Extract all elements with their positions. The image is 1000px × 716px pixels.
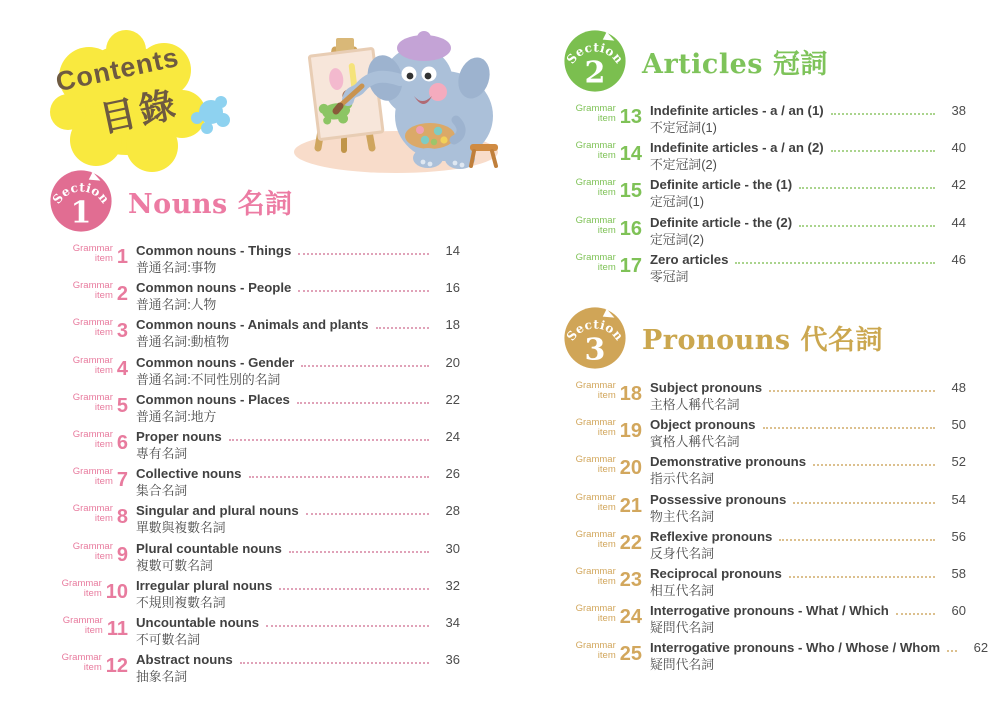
section-title-en: Nouns xyxy=(128,188,228,220)
item-page-number: 44 xyxy=(951,214,966,230)
grammar-item-number: 2 xyxy=(116,283,128,306)
item-page-number: 16 xyxy=(445,280,460,296)
grammar-item-number: 25 xyxy=(619,643,642,666)
grammar-item-number: 9 xyxy=(116,543,128,566)
item-subtitle: 反身代名詞 xyxy=(650,545,714,561)
dotted-leader xyxy=(735,262,935,264)
item-subtitle: 不可數名詞 xyxy=(136,631,200,647)
grammar-word: Grammar xyxy=(575,565,616,577)
item-title: Demonstrative pronouns xyxy=(650,454,807,470)
item-subtitle: 不定冠詞(2) xyxy=(650,157,717,173)
toc-section xyxy=(562,26,966,289)
item-title: Definite article - the (2) xyxy=(650,214,793,230)
item-title: Reciprocal pronouns xyxy=(650,565,782,581)
item-word: item xyxy=(94,438,113,450)
item-title: Indefinite articles - a / an (1) xyxy=(650,103,824,118)
grammar-item-label xyxy=(562,640,642,664)
item-title: Interrogative pronouns - What / Which xyxy=(650,603,889,619)
dotted-leader xyxy=(266,625,429,627)
grammar-word: Grammar xyxy=(575,379,616,391)
grammar-item-label xyxy=(48,652,128,676)
svg-text:1: 1 xyxy=(70,195,92,231)
item-page-number: 60 xyxy=(951,603,966,619)
grammar-word: Grammar xyxy=(575,640,616,652)
toc-item xyxy=(48,578,460,615)
grammar-item-number: 1 xyxy=(116,246,128,268)
svg-text:Section: Section xyxy=(563,317,627,344)
svg-text:Section: Section xyxy=(563,40,627,67)
item-page-number: 32 xyxy=(445,577,460,593)
item-word: item xyxy=(94,513,113,525)
item-word: item xyxy=(597,261,616,273)
section-title xyxy=(642,318,883,357)
item-word: item xyxy=(597,389,616,401)
item-word: item xyxy=(94,401,113,413)
grammar-item-label xyxy=(48,392,128,416)
grammar-item-label xyxy=(562,380,642,404)
svg-text:Section: Section xyxy=(49,180,113,207)
item-word: item xyxy=(597,427,616,439)
blue-splash-icon xyxy=(183,88,235,140)
item-word: item xyxy=(597,224,616,236)
item-subtitle: 普通名詞:動植物 xyxy=(136,334,230,350)
grammar-word: Grammar xyxy=(575,603,616,615)
item-word: item xyxy=(597,613,616,625)
item-subtitle: 相互代名詞 xyxy=(650,582,714,598)
toc-item xyxy=(562,215,966,252)
grammar-word: Grammar xyxy=(72,280,113,292)
item-subtitle: 不規則複數名詞 xyxy=(136,594,226,610)
grammar-item-label xyxy=(48,541,128,565)
item-page-number: 24 xyxy=(445,428,460,444)
dotted-leader xyxy=(799,187,935,189)
grammar-word: Grammar xyxy=(575,528,616,540)
toc-item xyxy=(48,317,460,354)
dotted-leader xyxy=(813,464,935,466)
section-title-en: Articles xyxy=(642,48,763,80)
item-title: Possessive pronouns xyxy=(650,491,787,507)
grammar-word: Grammar xyxy=(61,577,102,589)
item-title: Reflexive pronouns xyxy=(650,528,773,544)
item-subtitle: 零冠詞 xyxy=(650,268,689,284)
dotted-leader xyxy=(793,502,935,504)
item-title: Abstract nouns xyxy=(136,652,233,668)
section-title-zh: 代名詞 xyxy=(800,325,884,357)
toc-item xyxy=(562,529,966,566)
item-subtitle: 集合名詞 xyxy=(136,483,188,499)
toc-item xyxy=(48,392,460,429)
grammar-item-label xyxy=(562,177,642,201)
grammar-item-number: 22 xyxy=(619,531,642,554)
grammar-item-label xyxy=(48,280,128,304)
section-badge xyxy=(562,28,628,94)
grammar-item-label xyxy=(48,578,128,602)
grammar-item-number: 8 xyxy=(116,506,128,529)
item-word: item xyxy=(597,575,616,587)
grammar-word: Grammar xyxy=(72,466,113,478)
grammar-word: Grammar xyxy=(575,103,616,114)
item-title: Singular and plural nouns xyxy=(136,503,299,519)
toc-item xyxy=(48,466,460,503)
item-page-number: 22 xyxy=(445,391,460,407)
grammar-item-label xyxy=(48,429,128,453)
grammar-item-label xyxy=(562,603,642,627)
dotted-leader xyxy=(279,588,429,590)
section-title-en: Pronouns xyxy=(642,325,791,357)
grammar-item-label xyxy=(48,243,128,267)
dotted-leader xyxy=(947,650,957,652)
item-title: Proper nouns xyxy=(136,428,222,444)
dotted-leader xyxy=(831,113,935,115)
grammar-word: Grammar xyxy=(575,491,616,503)
item-title: Uncountable nouns xyxy=(136,614,260,630)
grammar-word: Grammar xyxy=(72,354,113,366)
dotted-leader xyxy=(831,150,935,152)
toc-item xyxy=(562,566,966,603)
grammar-item-label xyxy=(48,317,128,341)
dotted-leader xyxy=(298,253,429,255)
grammar-word: Grammar xyxy=(575,251,616,263)
dotted-leader xyxy=(301,365,429,367)
item-page-number: 52 xyxy=(951,454,966,470)
grammar-item-number: 24 xyxy=(619,606,642,629)
item-title: Irregular plural nouns xyxy=(136,577,273,593)
item-word: item xyxy=(597,501,616,513)
toc-item xyxy=(48,652,460,689)
item-subtitle: 物主代名詞 xyxy=(650,508,714,524)
item-subtitle: 普通名詞:人物 xyxy=(136,297,217,313)
grammar-word: Grammar xyxy=(61,652,102,664)
toc-item xyxy=(562,640,989,677)
item-page-number: 36 xyxy=(445,652,460,668)
item-page-number: 54 xyxy=(951,491,966,507)
toc-item xyxy=(48,503,460,540)
grammar-item-number: 4 xyxy=(116,357,128,380)
grammar-word: Grammar xyxy=(575,140,616,152)
item-page-number: 26 xyxy=(445,466,460,482)
elephant-painting-illustration xyxy=(278,8,506,176)
item-page-number: 30 xyxy=(445,540,460,556)
grammar-item-number: 12 xyxy=(105,655,128,678)
item-title: Subject pronouns xyxy=(650,379,763,395)
toc-item xyxy=(562,380,966,417)
grammar-word: Grammar xyxy=(72,243,113,254)
section-badge xyxy=(562,305,628,371)
grammar-item-label xyxy=(562,492,642,516)
dotted-leader xyxy=(799,225,935,227)
grammar-item-number: 10 xyxy=(105,580,128,603)
item-page-number: 58 xyxy=(951,565,966,581)
grammar-word: Grammar xyxy=(62,614,103,626)
toc-item xyxy=(48,615,460,652)
section-items xyxy=(48,243,460,689)
item-word: item xyxy=(597,113,616,124)
item-subtitle: 主格人稱代名詞 xyxy=(650,396,740,412)
toc-item xyxy=(48,541,460,578)
grammar-word: Grammar xyxy=(575,417,616,429)
contents-title-zh: 目錄 xyxy=(96,83,183,140)
item-title: Definite article - the (1) xyxy=(650,177,793,193)
item-page-number: 56 xyxy=(951,528,966,544)
item-page-number: 50 xyxy=(951,417,966,433)
toc-section xyxy=(562,303,989,678)
section-title-zh: 名詞 xyxy=(237,188,293,220)
grammar-item-number: 17 xyxy=(619,254,642,277)
grammar-item-number: 7 xyxy=(116,469,128,492)
item-subtitle: 普通名詞:不同性別的名詞 xyxy=(136,371,281,387)
item-page-number: 48 xyxy=(951,379,966,395)
item-subtitle: 專有名詞 xyxy=(136,445,188,461)
item-word: item xyxy=(597,187,616,199)
item-title: Common nouns - Gender xyxy=(136,354,295,370)
svg-text:2: 2 xyxy=(584,55,606,91)
item-subtitle: 抽象名詞 xyxy=(136,669,188,685)
grammar-word: Grammar xyxy=(575,454,616,466)
item-page-number: 34 xyxy=(445,614,460,630)
item-title: Common nouns - Things xyxy=(136,243,292,258)
toc-item xyxy=(562,177,966,214)
grammar-word: Grammar xyxy=(72,503,113,515)
item-subtitle: 定冠詞(2) xyxy=(650,231,705,247)
toc-item xyxy=(562,252,966,289)
item-title: Plural countable nouns xyxy=(136,540,282,556)
dotted-leader xyxy=(289,551,429,553)
grammar-item-label xyxy=(48,615,128,639)
item-title: Common nouns - People xyxy=(136,280,292,296)
toc-column-right xyxy=(562,26,989,691)
item-subtitle: 普通名詞:地方 xyxy=(136,408,217,424)
grammar-word: Grammar xyxy=(72,540,113,552)
item-title: Common nouns - Places xyxy=(136,391,290,407)
grammar-word: Grammar xyxy=(575,214,616,226)
toc-item xyxy=(562,417,966,454)
toc-item xyxy=(48,243,460,280)
item-page-number: 40 xyxy=(951,140,966,156)
grammar-word: Grammar xyxy=(72,317,113,329)
item-subtitle: 不定冠詞(1) xyxy=(650,120,717,135)
section-badge xyxy=(48,168,114,234)
item-title: Common nouns - Animals and plants xyxy=(136,317,369,333)
item-page-number: 46 xyxy=(951,251,966,267)
item-word: item xyxy=(83,587,102,599)
grammar-item-number: 6 xyxy=(116,431,128,454)
item-subtitle: 定冠詞(1) xyxy=(650,194,705,210)
section-title xyxy=(128,182,293,221)
item-title: Interrogative pronouns - Who / Whose / Whom xyxy=(650,640,941,656)
dotted-leader xyxy=(298,290,429,292)
item-subtitle: 疑問代名詞 xyxy=(650,620,714,636)
grammar-item-number: 5 xyxy=(116,394,128,417)
grammar-item-label xyxy=(48,503,128,527)
item-subtitle: 指示代名詞 xyxy=(650,471,714,487)
item-subtitle: 賓格人稱代名詞 xyxy=(650,434,740,450)
item-word: item xyxy=(94,476,113,488)
dotted-leader xyxy=(229,439,429,441)
grammar-word: Grammar xyxy=(575,177,616,189)
section-title-zh: 冠詞 xyxy=(772,48,828,80)
item-word: item xyxy=(83,662,102,674)
section-header xyxy=(48,166,460,236)
dotted-leader xyxy=(769,390,935,392)
dotted-leader xyxy=(306,513,429,515)
grammar-item-label xyxy=(562,140,642,164)
item-word: item xyxy=(94,253,113,264)
item-page-number: 62 xyxy=(973,640,989,656)
section-header xyxy=(562,26,966,96)
grammar-item-number: 13 xyxy=(619,106,642,128)
grammar-item-label xyxy=(562,529,642,553)
grammar-item-label xyxy=(562,566,642,590)
grammar-word: Grammar xyxy=(72,391,113,403)
toc-item xyxy=(562,140,966,177)
item-word: item xyxy=(597,538,616,550)
item-page-number: 38 xyxy=(951,103,966,118)
dotted-leader xyxy=(789,576,935,578)
item-page-number: 14 xyxy=(445,243,460,258)
item-word: item xyxy=(94,290,113,302)
grammar-item-label xyxy=(562,454,642,478)
item-word: item xyxy=(94,550,113,562)
item-word: item xyxy=(94,327,113,339)
item-page-number: 18 xyxy=(445,317,460,333)
item-word: item xyxy=(94,364,113,376)
grammar-item-number: 3 xyxy=(116,320,128,343)
item-subtitle: 疑問代名詞 xyxy=(650,657,714,673)
grammar-item-label xyxy=(562,103,642,127)
grammar-item-label xyxy=(562,417,642,441)
toc-item xyxy=(562,454,966,491)
dotted-leader xyxy=(896,613,935,615)
grammar-item-label xyxy=(48,355,128,379)
dotted-leader xyxy=(779,539,935,541)
toc-column-left xyxy=(48,166,460,703)
grammar-item-number: 15 xyxy=(619,180,642,203)
item-title: Collective nouns xyxy=(136,466,242,482)
grammar-item-number: 20 xyxy=(619,457,642,480)
dotted-leader xyxy=(297,402,429,404)
toc-item xyxy=(562,103,966,140)
contents-title-en: Contents xyxy=(53,41,182,98)
item-page-number: 28 xyxy=(445,503,460,519)
toc-section xyxy=(48,166,460,689)
grammar-item-number: 11 xyxy=(106,617,128,640)
grammar-item-label xyxy=(562,215,642,239)
grammar-item-label xyxy=(562,252,642,276)
grammar-item-number: 16 xyxy=(619,217,642,240)
toc-item xyxy=(48,280,460,317)
grammar-item-number: 21 xyxy=(619,494,642,517)
section-title xyxy=(642,42,828,81)
grammar-item-number: 19 xyxy=(619,420,642,443)
grammar-item-number: 23 xyxy=(619,568,642,591)
item-word: item xyxy=(597,650,616,662)
grammar-word: Grammar xyxy=(72,428,113,440)
dotted-leader xyxy=(249,476,429,478)
svg-text:3: 3 xyxy=(584,332,606,368)
item-subtitle: 複數可數名詞 xyxy=(136,557,213,573)
section-header xyxy=(562,303,966,373)
section-items xyxy=(562,103,966,289)
item-subtitle: 單數與複數名詞 xyxy=(136,520,226,536)
toc-item xyxy=(48,429,460,466)
item-title: Zero articles xyxy=(650,251,729,267)
grammar-item-number: 18 xyxy=(619,382,642,405)
item-page-number: 42 xyxy=(951,177,966,193)
item-word: item xyxy=(597,150,616,162)
item-title: Indefinite articles - a / an (2) xyxy=(650,140,824,156)
grammar-item-label xyxy=(48,466,128,490)
item-page-number: 20 xyxy=(445,354,460,370)
item-word: item xyxy=(597,464,616,476)
toc-item xyxy=(562,603,966,640)
dotted-leader xyxy=(763,427,936,429)
toc-item xyxy=(48,355,460,392)
section-items xyxy=(562,379,989,678)
item-word: item xyxy=(84,624,103,636)
grammar-item-number: 14 xyxy=(619,143,642,166)
dotted-leader xyxy=(240,662,429,664)
item-subtitle: 普通名詞:事物 xyxy=(136,260,217,275)
item-title: Object pronouns xyxy=(650,417,756,433)
toc-item xyxy=(562,492,966,529)
dotted-leader xyxy=(376,327,429,329)
